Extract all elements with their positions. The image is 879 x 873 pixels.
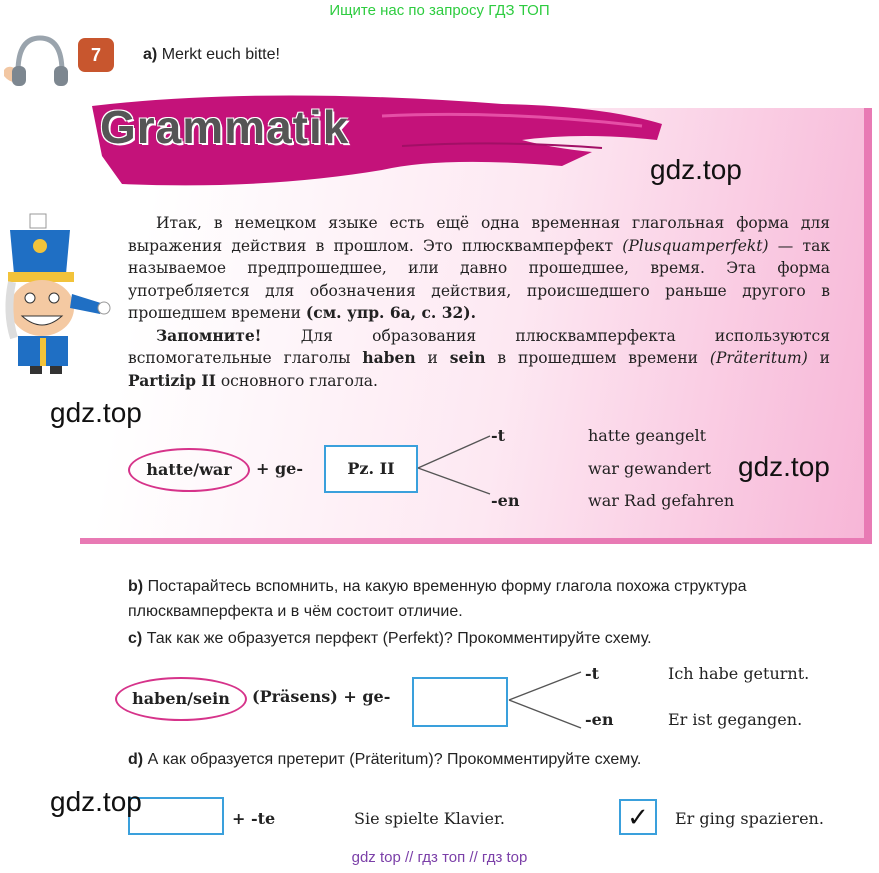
rule-p1-term: (Plusquamperfekt) — [622, 236, 769, 255]
footer-watermark: gdz top // гдз топ // гдз top — [351, 849, 528, 866]
rule-and: и — [415, 349, 450, 367]
headphones-icon — [0, 30, 72, 90]
rule-paragraph-1 — [128, 212, 830, 325]
schema1-suffix-en: -en — [491, 491, 520, 510]
task-b-text: Постарайтесь вспомнить, на какую временную форму глагола похожа структура плюсквамперфекта и в чём состоит отличие. — [128, 578, 747, 620]
schema2-suffix-en: -en — [585, 710, 614, 729]
task-d-text: А как образуется претерит (Präteritum)? Прокомментируйте схему. — [147, 751, 642, 768]
task-d-letter: d) — [128, 751, 144, 768]
schema1-plus-ge: + ge- — [256, 459, 303, 478]
task-number-badge: 7 — [78, 38, 114, 72]
rule-p2-term: (Präteritum) — [709, 349, 808, 367]
rule-p1-text-a: Итак, в немецком языке есть ещё одна временная глагольная форма для выражения действия в прошлом. Это плюсквамперфект — [128, 214, 830, 255]
rule-sein: sein — [449, 348, 486, 367]
task-c — [128, 630, 652, 648]
schema2-rest: (Präsens) + ge- — [252, 687, 391, 706]
rule-p2-text-c: и — [807, 349, 831, 367]
rule-p2-text-a: Для образования плюсквамперфекта используются вспомогательные глаголы — [128, 326, 830, 367]
schema1-box: Pz. II — [324, 445, 418, 493]
schema2-suffix-t: -t — [585, 664, 600, 683]
task-b — [128, 574, 873, 624]
task-a-instruction — [143, 46, 280, 64]
schema1-example-1: hatte geangelt — [588, 426, 707, 445]
rule-text — [128, 212, 830, 392]
schema3-plus-te: + -te — [232, 809, 276, 828]
rule-remember: Запомните! — [156, 325, 262, 345]
rule-p1-reference: (см. упр. 6a, с. 32). — [305, 303, 476, 322]
task-c-text: Так как же образуется перфект (Perfekt)? Прокомментируйте схему. — [146, 630, 652, 647]
grammar-title: Grammatik — [100, 101, 350, 153]
schema1-branch-lines — [414, 430, 494, 510]
rule-haben: haben — [362, 348, 416, 367]
task-c-letter: c) — [128, 630, 143, 647]
schema1-suffix-t: -t — [491, 426, 506, 445]
rule-paragraph-2 — [128, 325, 830, 393]
schema3-example-2: Er ging spazieren. — [675, 809, 824, 828]
schema1-example-3: war Rad gefahren — [588, 491, 735, 510]
rule-p2-text-d: основного глагола. — [215, 371, 378, 390]
task-b-letter: b) — [128, 578, 144, 595]
task-a-letter: a) — [143, 46, 158, 63]
schema1-oval: hatte/war — [128, 448, 250, 492]
watermark: gdz.top — [50, 786, 142, 817]
schema2-box — [412, 677, 508, 727]
nutcracker-illustration — [0, 212, 112, 374]
rule-p1-text-b: — так называемое предпрошедшее, или давно прошедшее, время. Эта форма употребляется для обозначения действия, происшедшего раньше другого в прошедшем времени — [128, 236, 831, 322]
top-banner: Ищите нас по запросу ГДЗ ТОП — [329, 2, 550, 19]
schema2-example-2: Er ist gegangen. — [668, 710, 803, 729]
watermark: gdz.top — [650, 154, 742, 185]
schema1-example-2: war gewandert — [588, 459, 712, 478]
rule-partizip: Partizip II — [128, 370, 216, 390]
schema3-box — [128, 797, 224, 835]
schema2-branch-lines — [505, 664, 585, 736]
schema3-example-1: Sie spielte Klavier. — [354, 809, 505, 828]
watermark: gdz.top — [738, 451, 830, 482]
task-d — [128, 751, 641, 769]
check-icon: ✓ — [619, 799, 657, 835]
schema2-oval: haben/sein — [115, 677, 247, 721]
schema2-example-1: Ich habe geturnt. — [668, 664, 810, 683]
watermark: gdz.top — [50, 397, 142, 428]
rule-p2-text-b: в прошедшем времени — [485, 349, 710, 367]
task-a-text: Merkt euch bitte! — [161, 46, 280, 63]
